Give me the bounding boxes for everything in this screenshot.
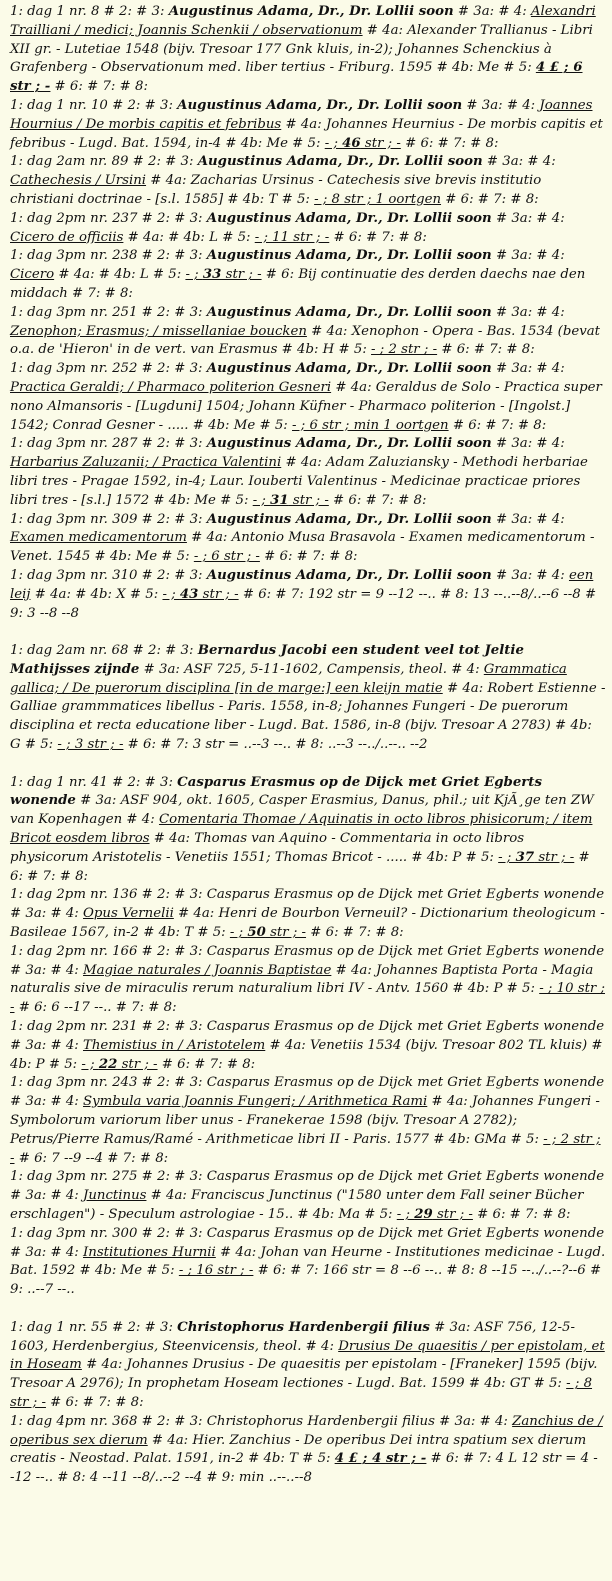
record-entry: [10, 153, 606, 209]
entry-details: # 4a: Venetiis 1534 (bijv. Tresoar 802 TL kluis) # 4b: P # 5:: [10, 1037, 603, 1072]
price-value: [325, 136, 401, 151]
book-title: Zanchius de / operibus sex dierum: [10, 1413, 603, 1448]
entry-suffix: # 6: # 7: # 8:: [306, 925, 404, 941]
entry-prefix: 1: dag 3pm nr. 275 # 2: # 3:: [10, 1169, 207, 1185]
price-value: [230, 925, 306, 940]
price-prefix: - ; 8 str ; -: [10, 1376, 593, 1410]
price-amount: 31: [270, 492, 289, 508]
entry-suffix: # 6: Bij continuatie des derden daechs nae den middach # 7: # 8:: [10, 267, 586, 301]
book-title: Practica Geraldi; / Pharmaco politerion Gesneri: [10, 379, 332, 395]
owner-name-plain: Casparus Erasmus op de Dijck met Griet Egberts wonende: [206, 1169, 605, 1185]
entry-suffix: # 6: # 7: 166 str = 8 --6 --.. # 8: 8 --15 --../..--?--6 # 9: ..--7 --..: [10, 1263, 602, 1298]
entry-details: # 4a: Hier. Zanchius - De operibus Dei intra spatium sex dierum creatis - Neostad. Palat. 1591, in-2 # 4b: T # 5:: [10, 1432, 587, 1467]
entry-prefix: 1: dag 3pm nr. 287 # 2: # 3:: [10, 436, 207, 452]
price-suffix: str ; -: [265, 925, 307, 941]
owner-name-plain: Casparus Erasmus op de Dijck met Griet Egberts wonende: [206, 1225, 605, 1241]
price-prefix: - ;: [324, 135, 343, 151]
owner-name: Christophorus Hardenbergii filius: [177, 1319, 430, 1335]
price-value: [57, 737, 123, 752]
record-entry: [10, 1225, 606, 1300]
price-value: [498, 850, 574, 865]
entry-fields: # 3a: # 4:: [434, 1413, 513, 1429]
record-entry: [10, 247, 606, 303]
book-title: Grammatica gallica; / De puerorum disciplina [in de marge:] een kleijn matie: [10, 661, 567, 696]
entry-suffix: # 6: # 7: # 8:: [400, 135, 499, 151]
price-prefix: - ;: [81, 1056, 99, 1072]
entry-details: # 4a: Zacharias Ursinus - Catechesis sive brevis institutio christiani doctrinae - [s.l. 1585] # 4b: T # 5:: [10, 173, 542, 207]
entry-prefix: 1: dag 2pm nr. 166 # 2: # 3:: [10, 943, 207, 959]
price-value: [314, 192, 441, 207]
price-suffix: str ; -: [288, 492, 329, 508]
owner-name: Augustinus Adama, Dr., Dr. Lollii soon: [206, 511, 492, 527]
price-prefix: - ; 10 str ; -: [10, 981, 605, 1016]
entry-fields: # 3a: ASF 725, 5-11-1602, Campensis, theol. # 4:: [139, 661, 484, 677]
record-entry: [10, 304, 606, 360]
price-value: [162, 587, 238, 602]
price-value: [397, 1207, 473, 1222]
price-amount: 4 £ ; 6 str ; -: [10, 60, 583, 95]
entry-fields: # 3a: # 4:: [10, 1037, 83, 1053]
owner-name: Augustinus Adama, Dr., Dr. Lollii soon: [168, 4, 454, 19]
entry-details: # 4a: Henri de Bourbon Verneuil? - Dictionarium theologicum - Basileae 1567, in-2 # 4b: T # 5:: [10, 906, 605, 941]
entry-suffix: # 6: # 7: # 8:: [259, 549, 358, 565]
price-value: [292, 418, 449, 433]
book-title: Harbarius Zaluzanii; / Practica Valentini: [10, 455, 282, 471]
owner-name: Casparus Erasmus op de Dijck met Griet Egberts wonende: [10, 774, 542, 809]
entry-fields: # 3a: # 4:: [10, 1094, 83, 1110]
entry-prefix: 1: dag 2am nr. 68 # 2: # 3:: [10, 643, 198, 659]
entry-details: # 4a: Robert Estienne - Galliae grammmatices libellus - Paris. 1558, in-8; Johannes Fungeri - De puerorum disciplina et recta educatione liber - Lugd. Bat. 1586, in-8 (bijv. Tresoar A 2783) # 4b: G # 5:: [10, 680, 606, 753]
entry-prefix: 1: dag 2pm nr. 136 # 2: # 3:: [10, 887, 207, 903]
record-entry: [10, 1413, 606, 1488]
entry-suffix: # 6: # 7: 4 L 12 str = 4 --12 --.. # 8: 4 --11 --8/..--2 --4 # 9: min ..--..--8: [10, 1451, 598, 1486]
price-prefix: - ; 16 str ; -: [178, 1263, 254, 1279]
entry-prefix: 1: dag 1 nr. 10 # 2: # 3:: [10, 97, 178, 113]
entry-prefix: 1: dag 1 nr. 55 # 2: # 3:: [10, 1319, 178, 1335]
entry-suffix: # 6: # 7: # 8:: [328, 492, 427, 508]
entry-suffix: # 6: # 7: 192 str = 9 --12 --.. # 8: 13 --..--8/..--6 --8 # 9: 3 --8 --8: [10, 586, 597, 621]
book-title: Cicero de officiis: [10, 229, 124, 245]
price-prefix: - ;: [162, 586, 180, 602]
entry-details: # 4a: Johannes Baptista Porta - Magia naturalis sive de miraculis rerum naturalium libri IV - Antv. 1560 # 4b: P # 5:: [10, 962, 594, 997]
entry-fields: # 3a: ASF 904, okt. 1605, Casper Erasmius, Danus, phil.; uit KjÃ¸ge ten ZW van Kopenhagen # 4:: [10, 793, 594, 828]
record-entry: [10, 97, 606, 153]
price-prefix: - ; 2 str ; -: [371, 342, 438, 358]
entry-details: # 4a: Johannes Drusius - De quaesitis per epistolam - [Franeker] 1595 (bijv. Tresoar A 2976); In prophetam Hoseam lectiones - Lugd. Bat. 1599 # 4b: GT # 5:: [10, 1357, 598, 1392]
price-prefix: - ;: [396, 1207, 415, 1222]
entry-suffix: # 6: # 7: # 8:: [50, 79, 148, 95]
entry-fields: # 3a: # 4:: [491, 248, 565, 264]
entry-suffix: # 6: # 7: # 8:: [441, 191, 539, 207]
price-suffix: str ; -: [360, 135, 401, 151]
record-group: [10, 642, 606, 755]
book-title: Examen medicamentorum: [10, 530, 187, 546]
book-title: Zenophon; Erasmus; / missellaniae boucken: [10, 323, 307, 339]
owner-name-plain: Christophorus Hardenbergii filius: [206, 1413, 435, 1429]
price-amount: 33: [202, 267, 222, 283]
entry-details: # 4a: # 4b: X # 5:: [30, 586, 163, 602]
entry-fields: # 3a: # 4:: [491, 304, 565, 320]
price-amount: 29: [414, 1207, 433, 1222]
owner-name: Augustinus Adama, Dr., Dr. Lollii soon: [206, 210, 492, 226]
entry-prefix: 1: dag 3pm nr. 243 # 2: # 3:: [10, 1075, 207, 1091]
entry-details: # 4a: Alexander Trallianus - Libri XII gr. - Lutetiae 1548 (bijv. Tresoar 177 Gnk kluis, in-2); Johannes Schenckius à Grafenberg - Observationum med. liber tertius - Friburg. 1595 # 4b: Me # 5:: [10, 22, 593, 76]
price-amount: 4 £ ; 4 str ; -: [334, 1451, 427, 1467]
record-entry: [10, 886, 606, 942]
price-suffix: str ; -: [117, 1056, 158, 1072]
book-title: Symbula varia Joannis Fungeri; / Arithmetica Rami: [83, 1094, 428, 1110]
entry-fields: # 3a: # 4:: [462, 97, 540, 113]
entry-prefix: 1: dag 3pm nr. 252 # 2: # 3:: [10, 361, 207, 377]
price-prefix: - ; 3 str ; -: [57, 737, 124, 753]
price-value: [194, 549, 260, 564]
book-title: Cicero: [10, 267, 55, 283]
price-value: [335, 1451, 427, 1466]
entry-suffix: # 6: 6 --17 --.. # 7: # 8:: [14, 1000, 177, 1016]
owner-name: Augustinus Adama, Dr., Dr. Lollii soon: [206, 436, 492, 452]
book-title: Cathechesis / Ursini: [10, 173, 147, 189]
entry-prefix: 1: dag 3pm nr. 310 # 2: # 3:: [10, 567, 207, 583]
record-entry: [10, 774, 606, 887]
owner-name-plain: Casparus Erasmus op de Dijck met Griet Egberts wonende: [206, 1075, 605, 1091]
owner-name: Bernardus Jacobi een student veel tot Jeltie Mathijsses zijnde: [10, 643, 524, 677]
price-prefix: - ;: [498, 849, 516, 865]
record-entry: [10, 435, 606, 510]
entry-prefix: 1: dag 2am nr. 89 # 2: # 3:: [10, 154, 198, 170]
entry-fields: # 3a: # 4:: [491, 436, 565, 452]
owner-name: Augustinus Adama, Dr., Dr. Lollii soon: [197, 154, 483, 170]
owner-name: Augustinus Adama, Dr., Dr. Lollii soon: [206, 567, 492, 583]
owner-name-plain: Casparus Erasmus op de Dijck met Griet Egberts wonende: [206, 943, 605, 959]
price-amount: 43: [179, 586, 199, 602]
entry-details: # 4a: Johannes Fungeri - Symbolorum variorum liber unus - Franekerae 1598 (bijv. Tresoar A 2782); Petrus/Pierre Ramus/Ramé - Arithmeticae libri II - Paris. 1577 # 4b: GMa # 5:: [10, 1094, 600, 1147]
record-entry: [10, 567, 606, 623]
record-entry: [10, 511, 606, 567]
entry-details: # 4a: Johannes Heurnius - De morbis capitis et febribus - Lugd. Bat. 1594, in-4 # 4b: Me # 5:: [10, 116, 603, 151]
record-entry: [10, 1168, 606, 1224]
book-title: Magiae naturales / Joannis Baptistae: [83, 962, 332, 978]
entry-fields: # 3a: # 4:: [482, 154, 556, 170]
price-amount: 37: [515, 849, 535, 865]
price-suffix: str ; -: [534, 849, 575, 865]
price-suffix: str ; -: [221, 267, 262, 283]
book-title: Alexandri Trailliani / medici; Joannis Schenkii / observationum: [10, 4, 596, 38]
entry-details: # 4a: Thomas van Aquino - Commentaria in octo libros physicorum Aristotelis - Venetiis 1551; Thomas Bricot - ..... # 4b: P # 5:: [10, 831, 525, 865]
entry-details: # 4a: Franciscus Junctinus ("1580 unter dem Fall seiner Bücher erschlagen") - Speculum astrologiae - 15.. # 4b: Ma # 5:: [10, 1188, 584, 1222]
record-entry: [10, 3, 606, 97]
book-title: Themistius in / Aristotelem: [83, 1037, 266, 1053]
book-title: Junctinus: [83, 1188, 147, 1204]
price-prefix: - ; 11 str ; -: [254, 229, 330, 245]
entry-fields: # 3a: # 4:: [491, 210, 565, 226]
entry-prefix: 1: dag 1 nr. 41 # 2: # 3:: [10, 774, 178, 790]
price-value: [255, 230, 330, 245]
price-prefix: - ; 8 str ; 1 oortgen: [314, 191, 442, 207]
record-entry: [10, 1074, 606, 1168]
record-entry: [10, 642, 606, 755]
entry-prefix: 1: dag 3pm nr. 238 # 2: # 3:: [10, 248, 207, 264]
entry-suffix: # 6: # 7: # 8:: [472, 1207, 571, 1222]
book-title: een leij: [10, 567, 594, 602]
entry-prefix: 1: dag 3pm nr. 309 # 2: # 3:: [10, 511, 207, 527]
book-title: Opus Vernelii: [83, 906, 174, 922]
record-group: [10, 1319, 606, 1488]
entry-prefix: 1: dag 1 nr. 8 # 2: # 3:: [10, 4, 169, 19]
record-entry: [10, 1018, 606, 1074]
book-title: Institutiones Hurnii: [83, 1244, 216, 1260]
record-entry: [10, 943, 606, 1018]
entry-details: # 4a: # 4b: L # 5:: [123, 229, 255, 245]
record-entry: [10, 360, 606, 435]
record-group: [10, 3, 606, 623]
owner-name: Augustinus Adama, Dr., Dr. Lollii soon: [206, 304, 492, 320]
entry-suffix: # 6: # 7: # 8:: [10, 849, 590, 884]
entry-details: # 4a: Xenophon - Opera - Bas. 1534 (bevat o.a. de 'Hieron' in de vert. van Erasmus # 4b: H # 5:: [10, 323, 601, 358]
entry-details: # 4a: Geraldus de Solo - Practica super nono Almansoris - [Lugduni] 1504; Johann Küfner - Pharmaco politerion - [Ingolst.] 1542; Conrad Gesner - ..... # 4b: Me # 5:: [10, 379, 602, 433]
price-amount: 46: [342, 135, 361, 151]
entry-details: # 4a: Adam Zaluziansky - Methodi herbariae libri tres - Pragae 1592, in-4; Laur. Iouberti Valentinus - Medicinae practicae priores libri tres - [s.l.] 1572 # 4b: Me # 5:: [10, 455, 588, 508]
owner-name-plain: Casparus Erasmus op de Dijck met Griet Egberts wonende: [206, 1019, 605, 1035]
price-prefix: - ;: [229, 925, 248, 941]
book-title: Joannes Hournius / De morbis capitis et febribus: [10, 97, 593, 132]
price-value: [185, 267, 261, 282]
price-value: [253, 493, 329, 508]
price-suffix: str ; -: [198, 586, 239, 602]
price-value: [81, 1057, 157, 1072]
entry-prefix: 1: dag 4pm nr. 368 # 2: # 3:: [10, 1413, 207, 1429]
entry-suffix: # 6: # 7: 3 str = ..--3 --.. # 8: ..--3 --../..--.. --2: [123, 737, 428, 753]
entry-fields: # 3a: # 4:: [453, 4, 531, 19]
entry-fields: # 3a: # 4:: [491, 567, 569, 583]
record-entry: [10, 1319, 606, 1413]
owner-name: Augustinus Adama, Dr., Dr. Lollii soon: [206, 248, 492, 264]
price-value: [179, 1263, 254, 1278]
entry-fields: # 3a: # 4:: [10, 1188, 83, 1204]
entry-fields: # 3a: # 4:: [491, 361, 565, 377]
owner-name: Augustinus Adama, Dr., Dr. Lollii soon: [206, 361, 492, 377]
entry-prefix: 1: dag 3pm nr. 251 # 2: # 3:: [10, 304, 207, 320]
entry-suffix: # 6: # 7: # 8:: [437, 342, 535, 358]
price-prefix: - ;: [252, 492, 271, 508]
owner-name: Augustinus Adama, Dr., Dr. Lollii soon: [177, 97, 463, 113]
entry-suffix: # 6: # 7: # 8:: [45, 1394, 144, 1410]
record-group: [10, 774, 606, 1300]
entry-details: # 4a: Johan van Heurne - Institutiones medicinae - Lugd. Bat. 1592 # 4b: Me # 5:: [10, 1244, 606, 1279]
entry-details: # 4a: Antonio Musa Brasavola - Examen medicamentorum - Venet. 1545 # 4b: Me # 5:: [10, 530, 595, 565]
price-value: [371, 342, 437, 357]
entry-fields: # 3a: # 4:: [10, 962, 83, 978]
price-amount: 50: [247, 925, 266, 941]
price-prefix: - ;: [185, 267, 203, 283]
entry-suffix: # 6: 7 --9 --4 # 7: # 8:: [14, 1150, 169, 1166]
book-title: Drusius De quaesitis / per epistolam, et in Hoseam: [10, 1338, 605, 1373]
entry-fields: # 3a: # 4:: [491, 511, 565, 527]
entry-fields: # 3a: # 4:: [10, 906, 83, 922]
price-amount: 22: [98, 1056, 118, 1072]
price-suffix: str ; -: [432, 1207, 473, 1222]
record-entry: [10, 210, 606, 248]
entry-suffix: # 6: # 7: # 8:: [448, 417, 547, 433]
entry-fields: # 3a: # 4:: [10, 1244, 83, 1260]
entry-fields: # 3a: ASF 756, 12-5-1603, Herdenbergius, Steenvicensis, theol. # 4:: [10, 1319, 575, 1354]
owner-name-plain: Casparus Erasmus op de Dijck met Griet Egberts wonende: [206, 887, 605, 903]
entry-prefix: 1: dag 2pm nr. 237 # 2: # 3:: [10, 210, 207, 226]
entry-prefix: 1: dag 3pm nr. 300 # 2: # 3:: [10, 1225, 207, 1241]
entry-suffix: # 6: # 7: # 8:: [157, 1056, 256, 1072]
entry-suffix: # 6: # 7: # 8:: [329, 229, 427, 245]
book-title: Comentaria Thomae / Aquinatis in octo libros phisicorum; / item Bricot eosdem libros: [10, 812, 593, 847]
entry-prefix: 1: dag 2pm nr. 231 # 2: # 3:: [10, 1019, 207, 1035]
price-prefix: - ; 2 str ; -: [10, 1131, 601, 1166]
price-prefix: - ; 6 str ; -: [193, 549, 260, 565]
price-prefix: - ; 6 str ; min 1 oortgen: [292, 417, 449, 433]
entry-details: # 4a: # 4b: L # 5:: [54, 267, 186, 283]
